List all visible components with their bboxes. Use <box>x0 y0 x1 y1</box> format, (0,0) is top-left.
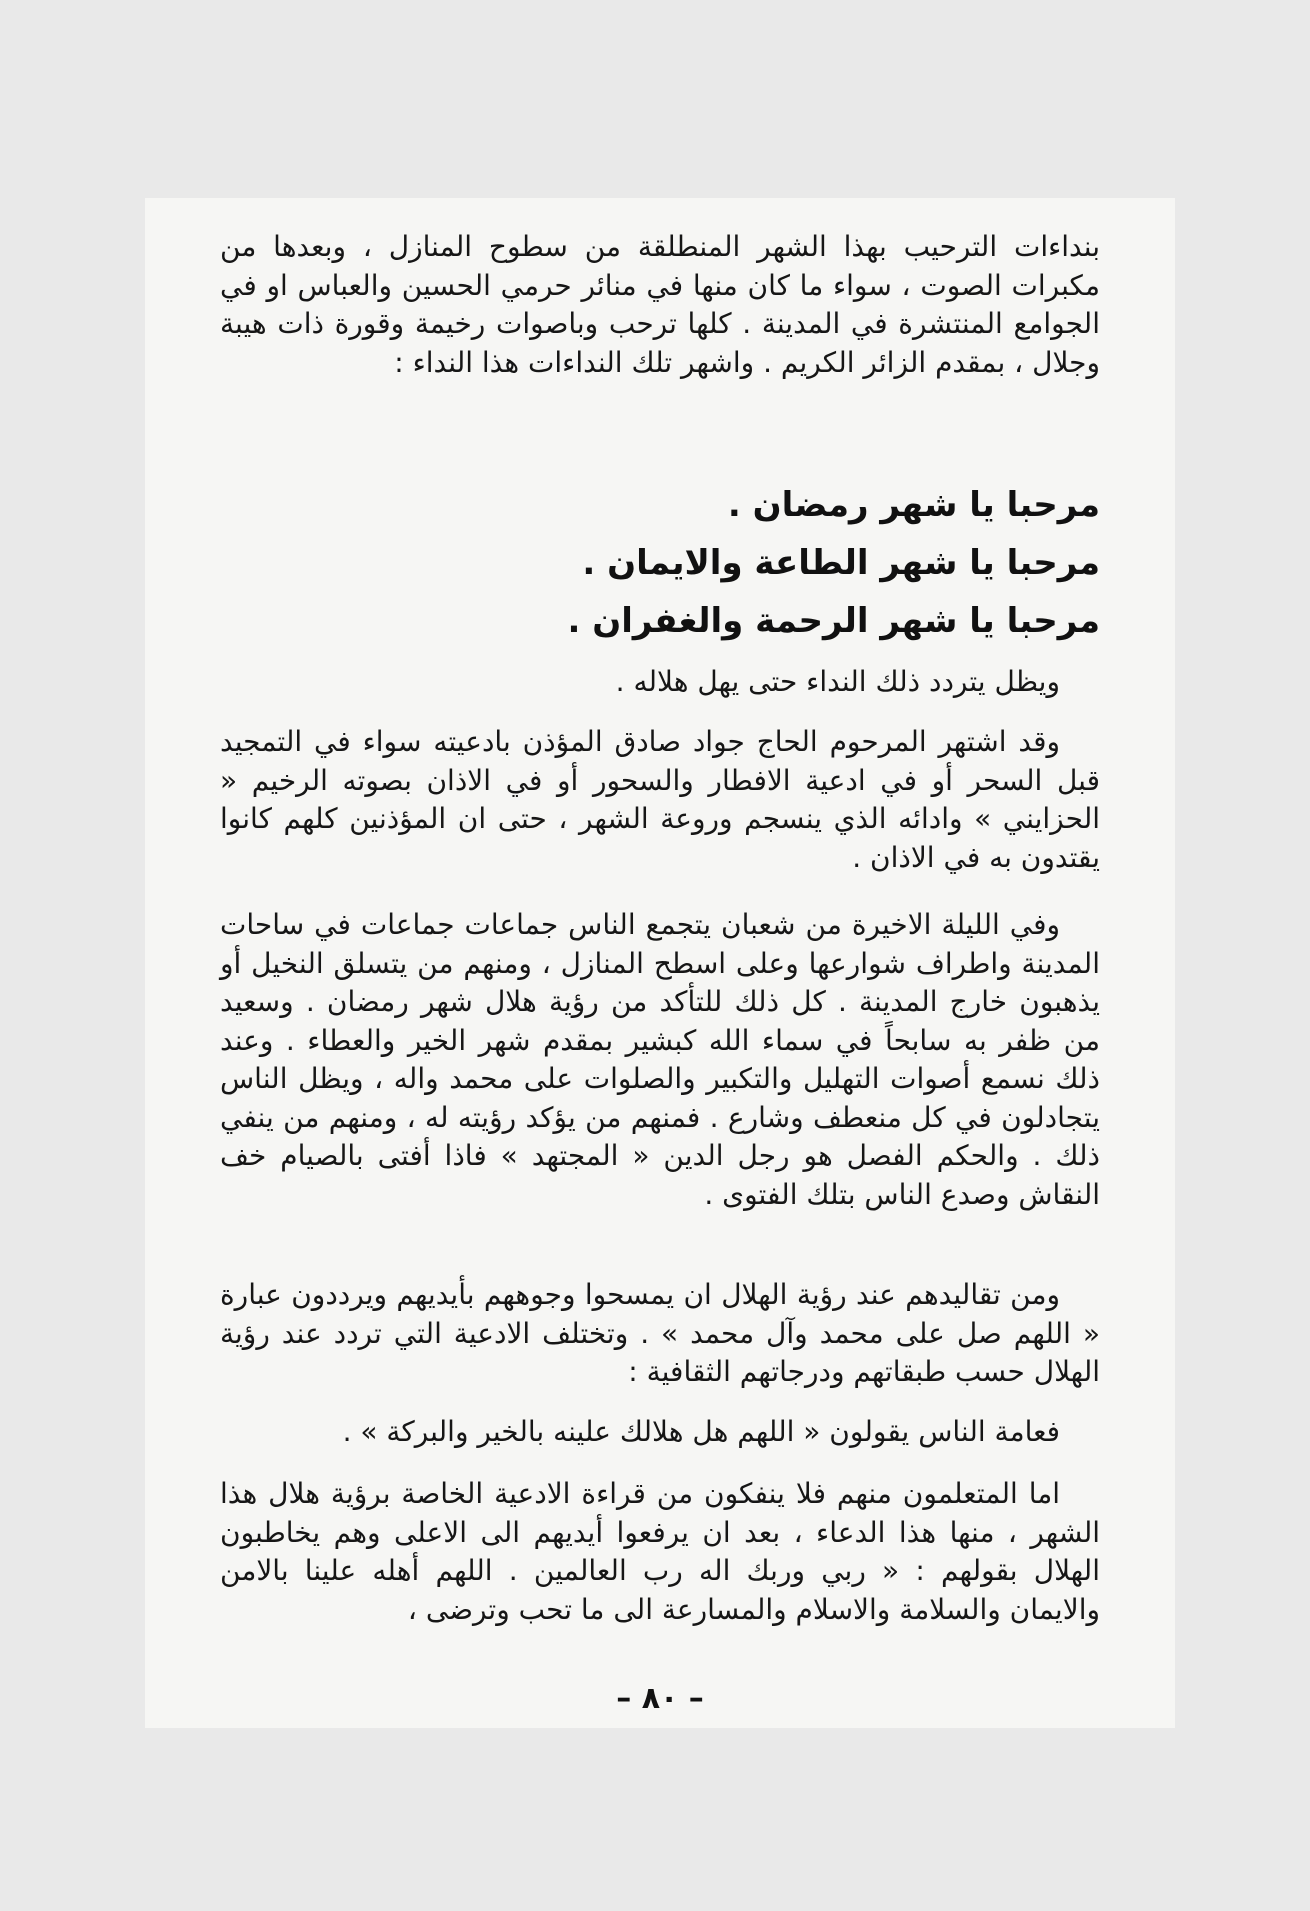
intro-paragraph: بنداءات الترحيب بهذا الشهر المنطلقة من سطوح المنازل ، وبعدها من مكبرات الصوت ، سواء ما كان منها في منائر حرمي الحسين والعباس او في الجوامع المنتشرة في المدينة . كلها ترحب وباصوات رخيمة وقورة ذات هيبة وجلال ، بمقدم الزائر الكريم . واشهر تلك النداءات هذا النداء : <box>220 230 1100 379</box>
last-night-paragraph: وفي الليلة الاخيرة من شعبان يتجمع الناس جماعات جماعات في ساحات المدينة واطراف شوارعها وعلى اسطح المنازل ، ومنهم من يتسلق النخيل أو يذهبون خارج المدينة . كل ذلك للتأكد من رؤية هلال شهر رمضان . وسعيد من ظفر به سابحاً في سماء الله كبشير بمقدم شهر الخير والعطاء . وعند ذلك نسمع أصوات التهليل والتكبير والصلوات على محمد واله ، ويظل الناس يتجادلون في كل منعطف وشارع . فمنهم من يؤكد رؤيته له ، ومنهم من ينفي ذلك . والحكم الفصل هو رجل الدين « المجتهد » فاذا أفتى بالصيام خف النقاش وصدع الناس بتلك الفتوى . <box>220 908 1100 1211</box>
traditions-paragraph-block <box>220 1276 1100 1392</box>
educated-paragraph: اما المتعلمون منهم فلا ينفكون من قراءة الادعية الخاصة برؤية هلال هذا الشهر ، منها هذا الدعاء ، بعد ان يرفعوا أيديهم الى الاعلى وهم يخاطبون الهلال بقولهم : « ربي وربك اله رب العالمين . اللهم أهله علينا بالامن والايمان والسلامة والاسلام والمسارعة الى ما تحب وترضى ، <box>220 1477 1100 1626</box>
intro-paragraph-block <box>220 228 1100 382</box>
repeat-paragraph-block <box>220 663 1100 702</box>
last-night-paragraph-block <box>220 906 1100 1214</box>
traditions-paragraph: ومن تقاليدهم عند رؤية الهلال ان يمسحوا وجوههم بأيديهم ويرددون عبارة « اللهم صل على محمد وآل محمد » . وتختلف الادعية التي تردد عند رؤية الهلال حسب طبقاتهم ودرجاتهم الثقافية : <box>220 1278 1100 1388</box>
muezzin-paragraph-block <box>220 723 1100 877</box>
repeat-paragraph: ويظل يتردد ذلك النداء حتى يهل هلاله . <box>615 665 1060 698</box>
greeting-line: مرحبا يا شهر الطاعة والايمان . <box>582 543 1100 583</box>
common-people-paragraph-block <box>220 1413 1100 1452</box>
greeting-line: مرحبا يا شهر الرحمة والغفران . <box>567 601 1100 641</box>
book-page <box>145 198 1175 1728</box>
greetings-list <box>220 476 1100 650</box>
greeting-line: مرحبا يا شهر رمضان . <box>727 485 1100 525</box>
common-people-paragraph: فعامة الناس يقولون « اللهم هل هلالك علينه بالخير والبركة » . <box>342 1415 1060 1448</box>
muezzin-paragraph: وقد اشتهر المرحوم الحاج جواد صادق المؤذن بادعيته سواء في التمجيد قبل السحر أو في ادعية الافطار والسحور أو في الاذان بصوته الرخيم « الحزايني » وادائه الذي ينسجم وروعة الشهر ، حتى ان المؤذنين كلهم كانوا يقتدون به في الاذان . <box>220 725 1100 874</box>
educated-paragraph-block <box>220 1475 1100 1629</box>
page-number: – ٨٠ – <box>616 1681 704 1716</box>
